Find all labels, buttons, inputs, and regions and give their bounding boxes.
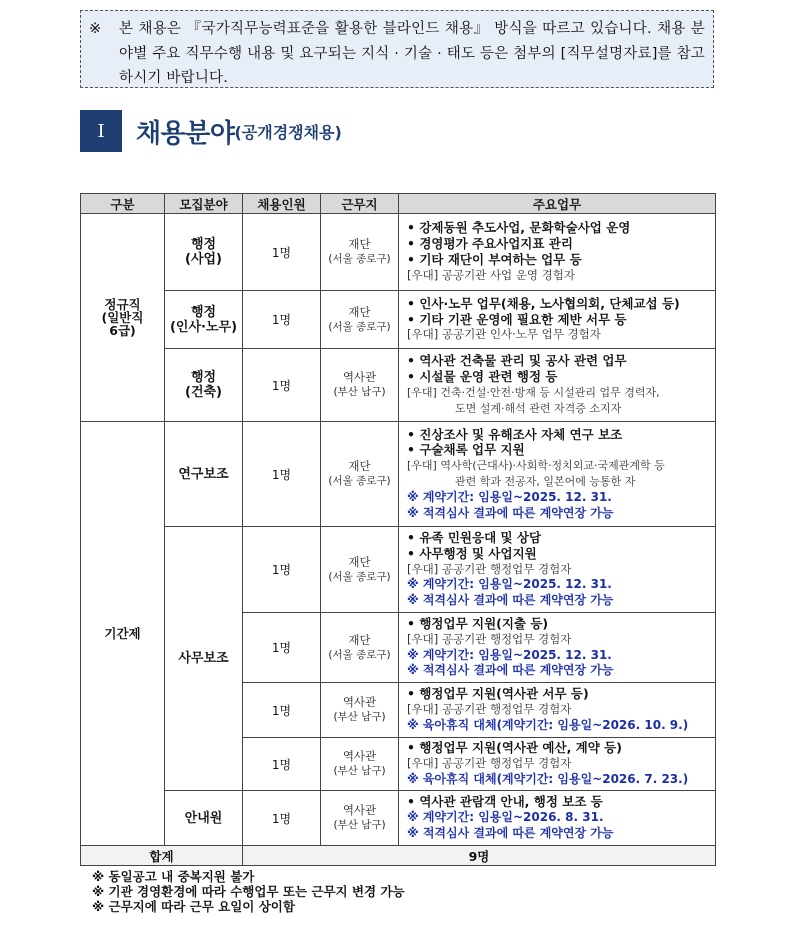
location-line: 재단 (348, 237, 371, 251)
location-line: 역사관 (342, 803, 377, 817)
preference-note: [우대] 공공기관 행정업무 경험자 (407, 702, 572, 717)
location-cell (321, 613, 399, 683)
count-cell: 1명 (243, 422, 321, 527)
duties-cell (399, 291, 716, 349)
header-count: 채용인원 (243, 194, 321, 214)
contract-note: ※ 계약기간: 임용일~2026. 8. 31. (407, 810, 604, 825)
count-cell: 1명 (243, 738, 321, 791)
duty-item: • 기타 재단이 부여하는 업무 등 (407, 252, 582, 267)
preference-note: 관련 학과 전공자, 일본어에 능통한 자 (455, 475, 636, 488)
location-cell (321, 291, 399, 349)
duties-cell (399, 214, 716, 291)
location-line: 역사관 (342, 370, 377, 384)
location-line: (부산 남구) (333, 819, 386, 831)
preference-note: [우대] 공공기관 행정업무 경험자 (407, 561, 572, 576)
category-cell (81, 214, 165, 422)
section-number: Ⅰ (80, 110, 122, 152)
contract-note: ※ 적격심사 결과에 따른 계약연장 가능 (407, 825, 614, 840)
contract-note: ※ 계약기간: 임용일~2025. 12. 31. (407, 489, 612, 504)
preference-note: [우대] 공공기관 행정업무 경험자 (407, 631, 572, 646)
total-value: 9명 (243, 846, 716, 866)
duties-cell (399, 349, 716, 422)
header-duties: 주요업무 (399, 194, 716, 214)
duty-item: • 역사관 관람객 안내, 행정 보조 등 (407, 794, 603, 810)
location-line: 재단 (348, 554, 371, 569)
location-cell (321, 214, 399, 291)
location-cell (321, 791, 399, 846)
preference-note: [우대] 공공기관 사업 운영 경험자 (407, 267, 576, 282)
location-line: 재단 (348, 632, 371, 647)
category-line: 6급) (109, 323, 136, 338)
field-cell: 연구보조 (165, 422, 243, 527)
footnote: ※ 동일공고 내 중복지원 불가 (92, 869, 255, 884)
header-field: 모집분야 (165, 194, 243, 214)
duty-item: • 시설물 운영 관련 행정 등 (407, 369, 558, 385)
contract-note: ※ 계약기간: 임용일~2025. 12. 31. (407, 577, 612, 592)
location-cell (321, 527, 399, 613)
field-line: 행정 (190, 370, 217, 385)
contract-note: ※ 육아휴직 대체(계약기간: 임용일~2026. 10. 9.) (407, 717, 689, 732)
field-line: (건축) (185, 385, 222, 400)
preference-note: [우대] 건축·건설·안전·방재 등 시설관리 업무 경력자, (407, 386, 660, 399)
field-line: (사업) (185, 252, 222, 267)
table-row (81, 791, 716, 846)
notice-mark: ※ (89, 21, 102, 37)
location-line: 역사관 (342, 749, 377, 763)
duty-item: • 유족 민원응대 및 상담 (407, 530, 542, 545)
duty-item: • 기타 기관 운영에 필요한 제반 서무 등 (407, 311, 627, 327)
preference-note: 도면 설계·해석 관련 자격증 소지자 (455, 401, 622, 415)
location-cell (321, 422, 399, 527)
count-cell: 1명 (243, 683, 321, 738)
category-cell: 기간제 (81, 422, 165, 846)
location-line: (부산 남구) (333, 711, 386, 723)
notice-box (80, 10, 714, 88)
duty-item: • 사무행정 및 사업지원 (407, 545, 537, 561)
footnotes (92, 869, 405, 914)
field-cell (165, 214, 243, 291)
category-line: 정규직 (104, 297, 141, 312)
recruitment-table (80, 193, 716, 866)
section-heading (80, 110, 342, 152)
preference-note: [우대] 역사학(근대사)·사회학·정치외교·국제관계학 등 (407, 459, 665, 473)
section-subtitle: (공개경쟁채용) (234, 122, 342, 142)
preference-note: [우대] 공공기관 인사·노무 업무 경험자 (407, 327, 601, 342)
category-line: (일반직 (101, 310, 144, 325)
count-cell: 1명 (243, 349, 321, 422)
duty-item: • 경영평가 주요사업지표 관리 (407, 236, 573, 252)
duty-item: • 강제동원 추도사업, 문화학술사업 운영 (407, 220, 631, 236)
header-location: 근무지 (321, 194, 399, 214)
duties-cell (399, 738, 716, 791)
table-row (81, 349, 716, 422)
field-cell: 안내원 (165, 791, 243, 846)
contract-note: ※ 계약기간: 임용일~2025. 12. 31. (407, 647, 612, 662)
duty-item: • 행정업무 지원(역사관 서무 등) (407, 686, 589, 702)
location-line: 재단 (348, 304, 371, 319)
field-cell: 사무보조 (165, 527, 243, 791)
location-cell (321, 738, 399, 791)
location-line: (부산 남구) (333, 386, 386, 398)
footnote: ※ 기관 경영환경에 따라 수행업무 또는 근무지 변경 가능 (92, 884, 405, 899)
count-cell: 1명 (243, 291, 321, 349)
field-line: 행정 (190, 237, 217, 252)
table-row (81, 422, 716, 527)
location-line: (서울 종로구) (328, 475, 391, 487)
count-cell: 1명 (243, 791, 321, 846)
duty-item: • 구술채록 업무 지원 (407, 442, 525, 458)
duty-item: • 행정업무 지원(지출 등) (407, 615, 549, 631)
footnote: ※ 근무지에 따라 근무 요일이 상이함 (92, 899, 295, 914)
location-line: 역사관 (342, 695, 377, 709)
location-line: (서울 종로구) (328, 320, 391, 333)
location-line: (서울 종로구) (328, 648, 391, 661)
duties-cell (399, 791, 716, 846)
duty-item: • 인사·노무 업무(채용, 노사협의회, 단체교섭 등) (407, 295, 680, 311)
location-cell (321, 683, 399, 738)
contract-note: ※ 적격심사 결과에 따른 계약연장 가능 (407, 505, 614, 520)
section-title: 채용분야 (136, 118, 235, 149)
location-line: (서울 종로구) (328, 570, 391, 583)
duties-cell (399, 422, 716, 527)
count-cell: 1명 (243, 527, 321, 613)
total-row (81, 846, 716, 866)
notice-text: 본 채용은 『국가직무능력표준을 활용한 블라인드 채용』 방식을 따르고 있습니다. 채용 분야별 주요 직무수행 내용 및 요구되는 지식 · 기술 · 태도 등은 첨부의 [직무설명자료]를 참고하시기 바랍니다. (119, 21, 705, 86)
table-header-row (81, 194, 716, 214)
table-row (81, 527, 716, 613)
header-category: 구분 (81, 194, 165, 214)
location-line: (부산 남구) (333, 765, 386, 777)
duty-item: • 진상조사 및 유해조사 자체 연구 보조 (407, 426, 623, 442)
contract-note: ※ 적격심사 결과에 따른 계약연장 가능 (407, 663, 614, 678)
duty-item: • 역사관 건축물 관리 및 공사 관련 업무 (407, 353, 627, 369)
table-row (81, 214, 716, 291)
duties-cell (399, 527, 716, 613)
contract-note: ※ 육아휴직 대체(계약기간: 임용일~2026. 7. 23.) (407, 771, 689, 786)
preference-note: [우대] 공공기관 행정업무 경험자 (407, 756, 572, 771)
location-line: (서울 종로구) (328, 253, 391, 265)
duties-cell (399, 613, 716, 683)
field-line: 행정 (190, 304, 217, 320)
duty-item: • 행정업무 지원(역사관 예산, 계약 등) (407, 740, 622, 756)
field-cell (165, 291, 243, 349)
contract-note: ※ 적격심사 결과에 따른 계약연장 가능 (407, 593, 614, 608)
location-line: 재단 (348, 459, 371, 473)
location-cell (321, 349, 399, 422)
duties-cell (399, 683, 716, 738)
count-cell: 1명 (243, 613, 321, 683)
table-row (81, 291, 716, 349)
total-label: 합계 (81, 846, 243, 866)
field-cell (165, 349, 243, 422)
count-cell: 1명 (243, 214, 321, 291)
field-line: (인사·노무) (169, 319, 238, 335)
